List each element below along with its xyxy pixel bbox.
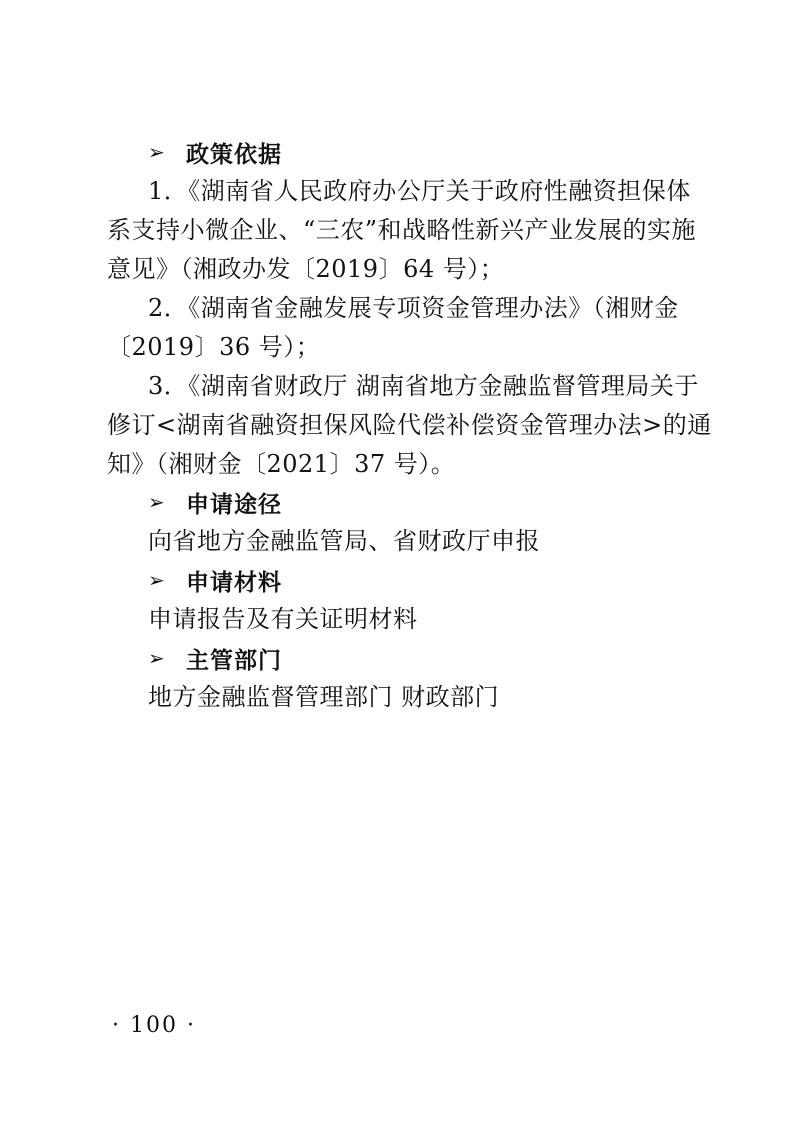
policy-item-1-line-2: 系支持小微企业、“三农”和战略性新兴产业发展的实施 <box>107 216 697 244</box>
arrow-bullet-icon: ➢ <box>148 140 166 164</box>
page-number: · 100 · <box>112 1013 196 1038</box>
section-heading-application-materials <box>148 564 282 596</box>
competent-department-text: 地方金融监督管理部门 财政部门 <box>148 683 500 711</box>
section-title: 申请途径 <box>186 491 282 518</box>
application-channel-text: 向省地方金融监管局、省财政厅申报 <box>148 527 540 555</box>
policy-item-1-line-3: 意见》（湘政办发〔2019〕64 号）； <box>107 255 505 283</box>
section-heading-competent-department <box>148 642 282 674</box>
policy-item-1-line-1: 1．《湖南省人民政府办公厅关于政府性融资担保体 <box>148 177 691 205</box>
policy-item-3-line-3: 知》（湘财金〔2021〕37 号）。 <box>107 450 456 478</box>
section-title: 主管部门 <box>186 647 282 674</box>
section-title: 政策依据 <box>186 141 282 168</box>
arrow-bullet-icon: ➢ <box>148 490 166 514</box>
arrow-bullet-icon: ➢ <box>148 646 166 670</box>
policy-item-2-line-2: 〔2019〕36 号）； <box>107 333 321 361</box>
policy-item-3-line-1: 3．《湖南省财政厅 湖南省地方金融监督管理局关于 <box>148 372 699 400</box>
section-title: 申请材料 <box>186 569 282 596</box>
policy-item-2-line-1: 2．《湖南省金融发展专项资金管理办法》（湘财金 <box>148 294 679 322</box>
section-heading-policy-basis <box>148 136 282 168</box>
application-materials-text: 申请报告及有关证明材料 <box>148 605 418 633</box>
arrow-bullet-icon: ➢ <box>148 568 166 592</box>
section-heading-application-channel <box>148 486 282 518</box>
policy-item-3-line-2: 修订<湖南省融资担保风险代偿补偿资金管理办法>的通 <box>107 411 712 439</box>
